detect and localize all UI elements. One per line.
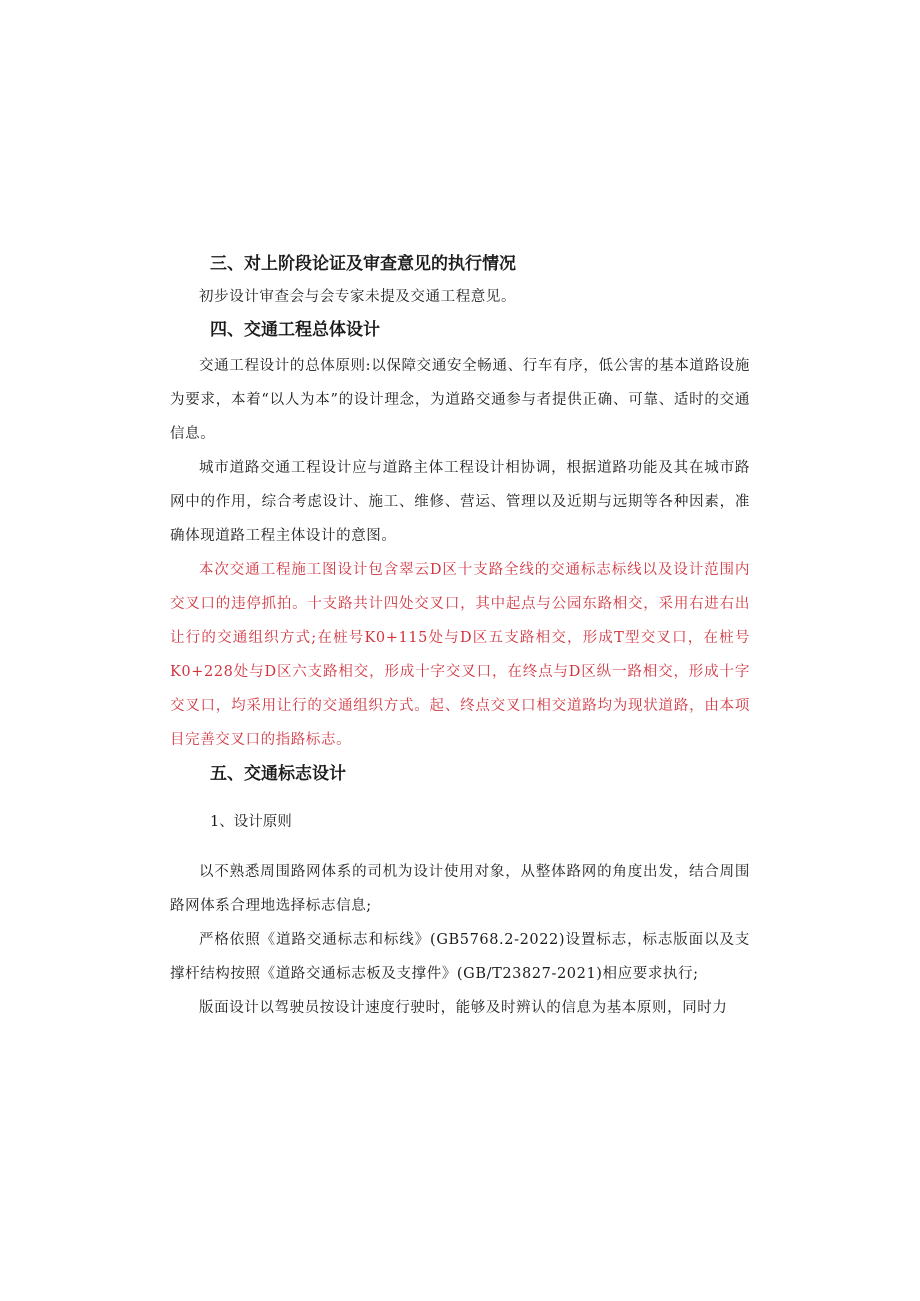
section-5-subhead <box>170 810 750 834</box>
section-3-paragraph-1: 初步设计审查会与会专家未提及交通工程意见。 <box>199 289 517 305</box>
section-4-paragraph-3-highlighted: 本次交通工程施工图设计包含翠云D区十支路全线的交通标志标线以及设计范围内交叉口的违停抓拍。十支路共计四处交叉口，其中起点与公园东路相交，采用右进右出让行的交通组织方式;在桩号K0+115处与D区五支路相交，形成T型交叉口，在桩号K0+228处与D区六支路相交，形成十字交叉口，在终点与D区纵一路相交，形成十字交叉口，均采用让行的交通组织方式。起、终点交叉口相交道路均为现状道路，由本项目完善交叉口的指路标志。 <box>170 562 750 748</box>
section-5-paragraph-2: 严格依照《道路交通标志和标线》(GB5768.2-2022)设置标志，标志版面以及支撑杆结构按照《道路交通标志板及支撑件》(GB/T23827-2021)相应要求执行; <box>170 932 750 982</box>
section-4-body <box>170 349 750 757</box>
section-5-paragraph-1: 以不熟悉周围路网体系的司机为设计使用对象，从整体路网的角度出发，结合周围路网体系合理地选择标志信息; <box>170 864 750 914</box>
section-4-paragraph-1: 交通工程设计的总体原则:以保障交通安全畅通、行车有序，低公害的基本道路设施为要求，本着“以人为本”的设计理念，为道路交通参与者提供正确、可靠、适时的交通信息。 <box>170 358 750 442</box>
section-3-body <box>170 280 750 314</box>
design-principles-subheading: 1、设计原则 <box>210 814 292 830</box>
section-5 <box>170 762 750 786</box>
section-4 <box>170 318 750 342</box>
section-5-heading: 五、交通标志设计 <box>210 764 346 784</box>
section-4-heading: 四、交通工程总体设计 <box>210 320 380 340</box>
section-3 <box>170 252 750 276</box>
section-4-paragraph-2: 城市道路交通工程设计应与道路主体工程设计相协调，根据道路功能及其在城市路网中的作用，综合考虑设计、施工、维修、营运、管理以及近期与远期等各种因素，准确体现道路工程主体设计的意图。 <box>170 460 750 544</box>
section-5-body <box>170 855 750 1025</box>
section-5-paragraph-3: 版面设计以驾驶员按设计速度行驶时，能够及时辨认的信息为基本原则，同时力 <box>199 1000 728 1016</box>
section-3-heading: 三、对上阶段论证及审查意见的执行情况 <box>210 254 516 274</box>
